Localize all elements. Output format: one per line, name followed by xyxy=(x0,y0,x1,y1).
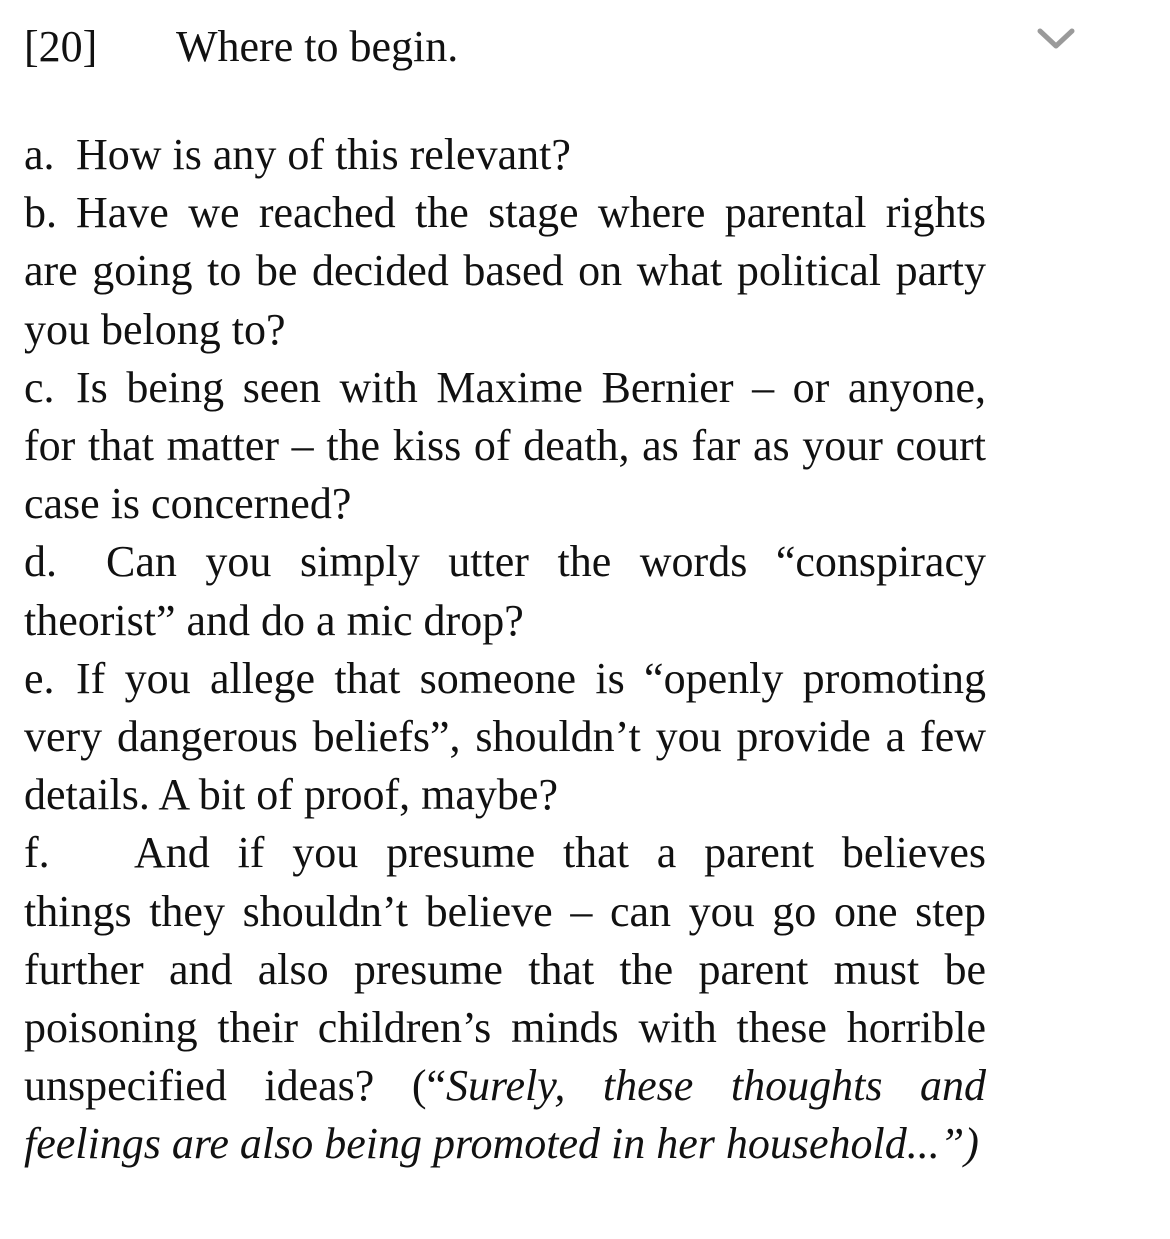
chevron-down-icon[interactable] xyxy=(1036,24,1076,54)
item-text: Is being seen with Maxime Bernier – or anyone, for that matter – the kiss of death, as far as your court case is concerned? xyxy=(24,362,986,529)
question-list xyxy=(24,126,986,1174)
item-marker: d. xyxy=(24,537,57,587)
item-text: How is any of this relevant? xyxy=(76,130,571,179)
item-text: Can you simply utter the words “conspiracy theorist” and do a mic drop? xyxy=(24,537,986,645)
item-marker: b. xyxy=(24,188,57,238)
item-text: Have we reached the stage where parental rights are going to be decided based on what political party you belong to? xyxy=(24,188,986,354)
list-item xyxy=(24,126,986,184)
item-marker: f. xyxy=(24,828,50,878)
paragraph-header xyxy=(24,18,986,76)
list-item xyxy=(24,824,986,1173)
list-item xyxy=(24,650,986,825)
list-item xyxy=(24,533,986,649)
item-text: And if you presume that a parent believes things they shouldn’t believe – can you go one step further and also presume that the parent must be poisoning their children’s minds with these horrible unspecified ideas? (“ xyxy=(24,828,986,1111)
item-marker: c. xyxy=(24,362,55,412)
document-page xyxy=(24,18,986,1174)
item-marker: e. xyxy=(24,653,55,703)
list-item xyxy=(24,359,986,534)
item-italic-quote: Surely, these thoughts and feelings are also being promoted in her household...”) xyxy=(24,1061,986,1169)
paragraph-title: Where to begin. xyxy=(176,22,459,71)
paragraph-number: [20] xyxy=(24,22,98,71)
list-item xyxy=(24,184,986,359)
item-text: If you allege that someone is “openly promoting very dangerous beliefs”, shouldn’t you provide a few details. A bit of proof, maybe? xyxy=(24,653,986,820)
item-marker: a. xyxy=(24,130,55,179)
